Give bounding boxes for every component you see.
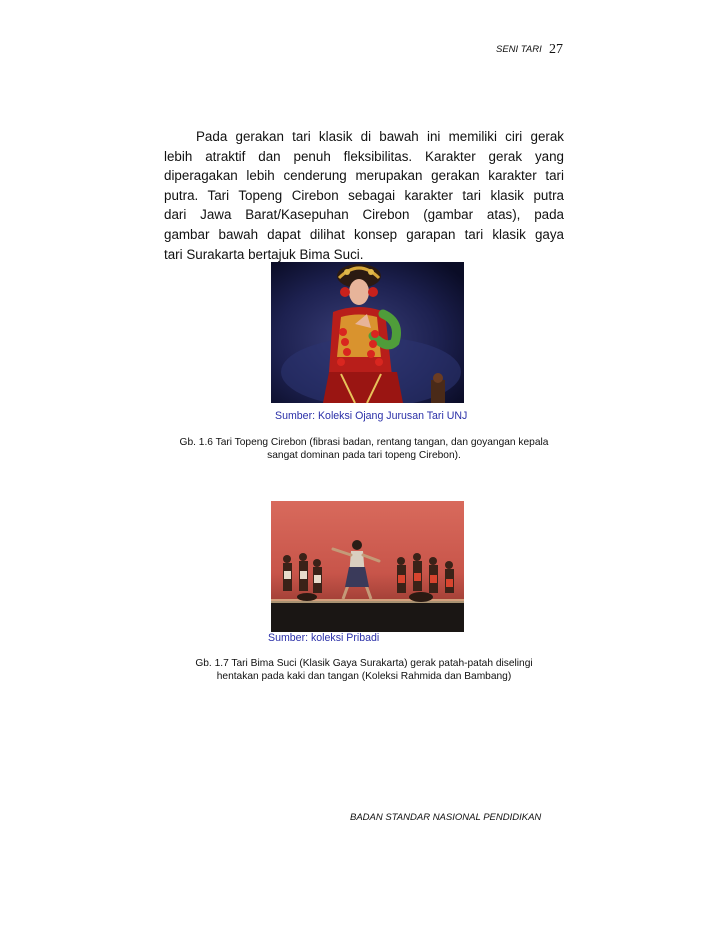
figure2-credit: Sumber: koleksi Pribadi [268, 632, 380, 644]
paragraph-line: gambar bawah dapat dilihat konsep garapan tari klasik gaya [164, 226, 564, 242]
paragraph-line: diperagakan lebih cenderung merupakan gerakan karakter tari [164, 168, 564, 184]
page-number: 27 [549, 42, 563, 57]
figure2-caption-line: hentakan pada kaki dan tangan (Koleksi Rahmida dan Bambang) [216, 671, 512, 682]
paragraph-line: putra. Tari Topeng Cirebon sebagai karakter tari klasik putra [164, 187, 564, 203]
figure1-caption [164, 436, 564, 462]
figure2-caption [164, 657, 564, 683]
figure1-caption-line: sangat dominan pada tari topeng Cirebon). [267, 450, 461, 461]
figure1-credit: Sumber: Koleksi Ojang Jurusan Tari UNJ [275, 410, 468, 422]
footer-label: BADAN STANDAR NASIONAL PENDIDIKAN [350, 812, 542, 823]
body-paragraph [164, 127, 564, 264]
paragraph-line: lebih atraktif dan penuh fleksibilitas. Karakter gerak yang [164, 148, 564, 164]
paragraph-line: dari Jawa Barat/Kasepuhan Cirebon (gambar atas), pada [164, 207, 564, 223]
topeng-cirebon-photo [271, 262, 464, 403]
figure2-caption-line: Gb. 1.7 Tari Bima Suci (Klasik Gaya Surakarta) gerak patah-patah diselingi [195, 658, 533, 669]
header-section-label: SENI TARI [496, 44, 542, 55]
figure1-caption-line: Gb. 1.6 Tari Topeng Cirebon (fibrasi badan, rentang tangan, dan goyangan kepala [179, 437, 549, 448]
paragraph-line: Pada gerakan tari klasik di bawah ini memiliki ciri gerak [196, 129, 564, 144]
bima-suci-photo [271, 501, 464, 632]
paragraph-line: tari Surakarta bertajuk Bima Suci. [164, 246, 364, 262]
